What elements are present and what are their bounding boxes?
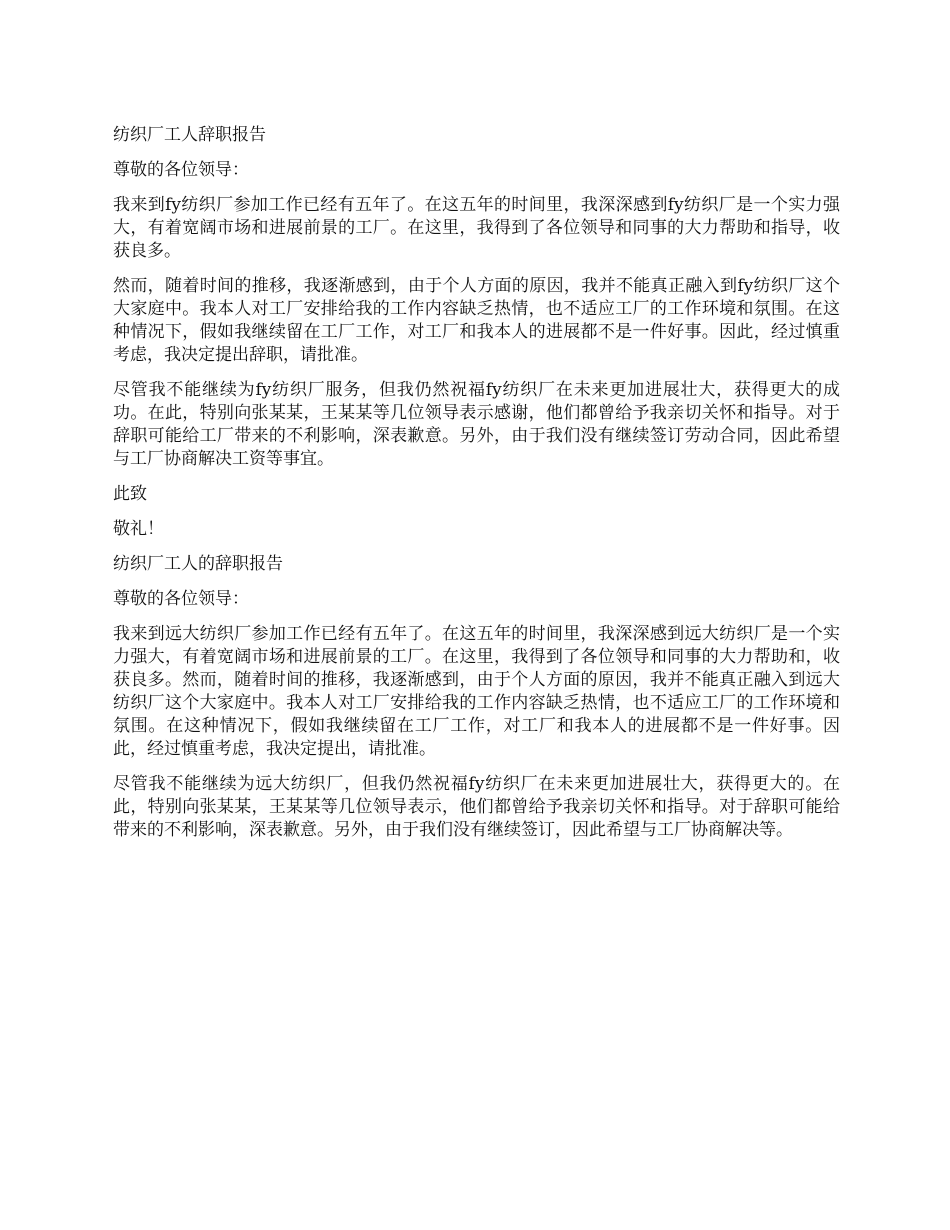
letter-2-title: 纺织厂工人的辞职报告: [113, 554, 283, 574]
letter-1-paragraph-2: 然而，随着时间的推移，我逐渐感到，由于个人方面的原因，我并不能真正融入到fy纺织厂这个大家庭中。我本人对工厂安排给我的工作内容缺乏热情，也不适应工厂的工作环境和氛围。在这种情况下，假如我继续留在工厂工作，对工厂和我本人的进展都不是一件好事。因此，经过慎重考虑，我决定提出辞职，请批准。: [113, 276, 840, 365]
letter-2-paragraph-1: 我来到远大纺织厂参加工作已经有五年了。在这五年的时间里，我深深感到远大纺织厂是一个实力强大，有着宽阔市场和进展前景的工厂。在这里，我得到了各位领导和同事的大力帮助和，收获良多。然而，随着时间的推移，我逐渐感到，由于个人方面的原因，我并不能真正融入到远大纺织厂这个大家庭中。我本人对工厂安排给我的工作内容缺乏热情，也不适应工厂的工作环境和氛围。在这种情况下，假如我继续留在工厂工作，对工厂和我本人的进展都不是一件好事。因此，经过慎重考虑，我决定提出，请批准。: [113, 624, 840, 759]
letter-1-closing-ci-zhi: 此致: [113, 484, 147, 504]
letter-1-paragraph-1: 我来到fy纺织厂参加工作已经有五年了。在这五年的时间里，我深深感到fy纺织厂是一个实力强大，有着宽阔市场和进展前景的工厂。在这里，我得到了各位领导和同事的大力帮助和指导，收获良多。: [113, 195, 840, 261]
letter-1-salutation: 尊敬的各位领导：: [113, 160, 249, 180]
letter-1-closing-jing-li: 敬礼！: [113, 519, 164, 539]
letter-1-title: 纺织厂工人辞职报告: [113, 125, 266, 145]
document-body: [113, 124, 840, 854]
letter-2-salutation: 尊敬的各位领导：: [113, 589, 249, 609]
letter-1-paragraph-3: 尽管我不能继续为fy纺织厂服务，但我仍然祝福fy纺织厂在未来更加进展壮大，获得更大的成功。在此，特别向张某某，王某某等几位领导表示感谢，他们都曾给予我亲切关怀和指导。对于辞职可能给工厂带来的不利影响，深表歉意。另外，由于我们没有继续签订劳动合同，因此希望与工厂协商解决工资等事宜。: [113, 380, 840, 469]
letter-2-paragraph-2: 尽管我不能继续为远大纺织厂，但我仍然祝福fy纺织厂在未来更加进展壮大，获得更大的。在此，特别向张某某，王某某等几位领导表示，他们都曾给予我亲切关怀和指导。对于辞职可能给带来的不利影响，深表歉意。另外，由于我们没有继续签订，因此希望与工厂协商解决等。: [113, 774, 840, 840]
